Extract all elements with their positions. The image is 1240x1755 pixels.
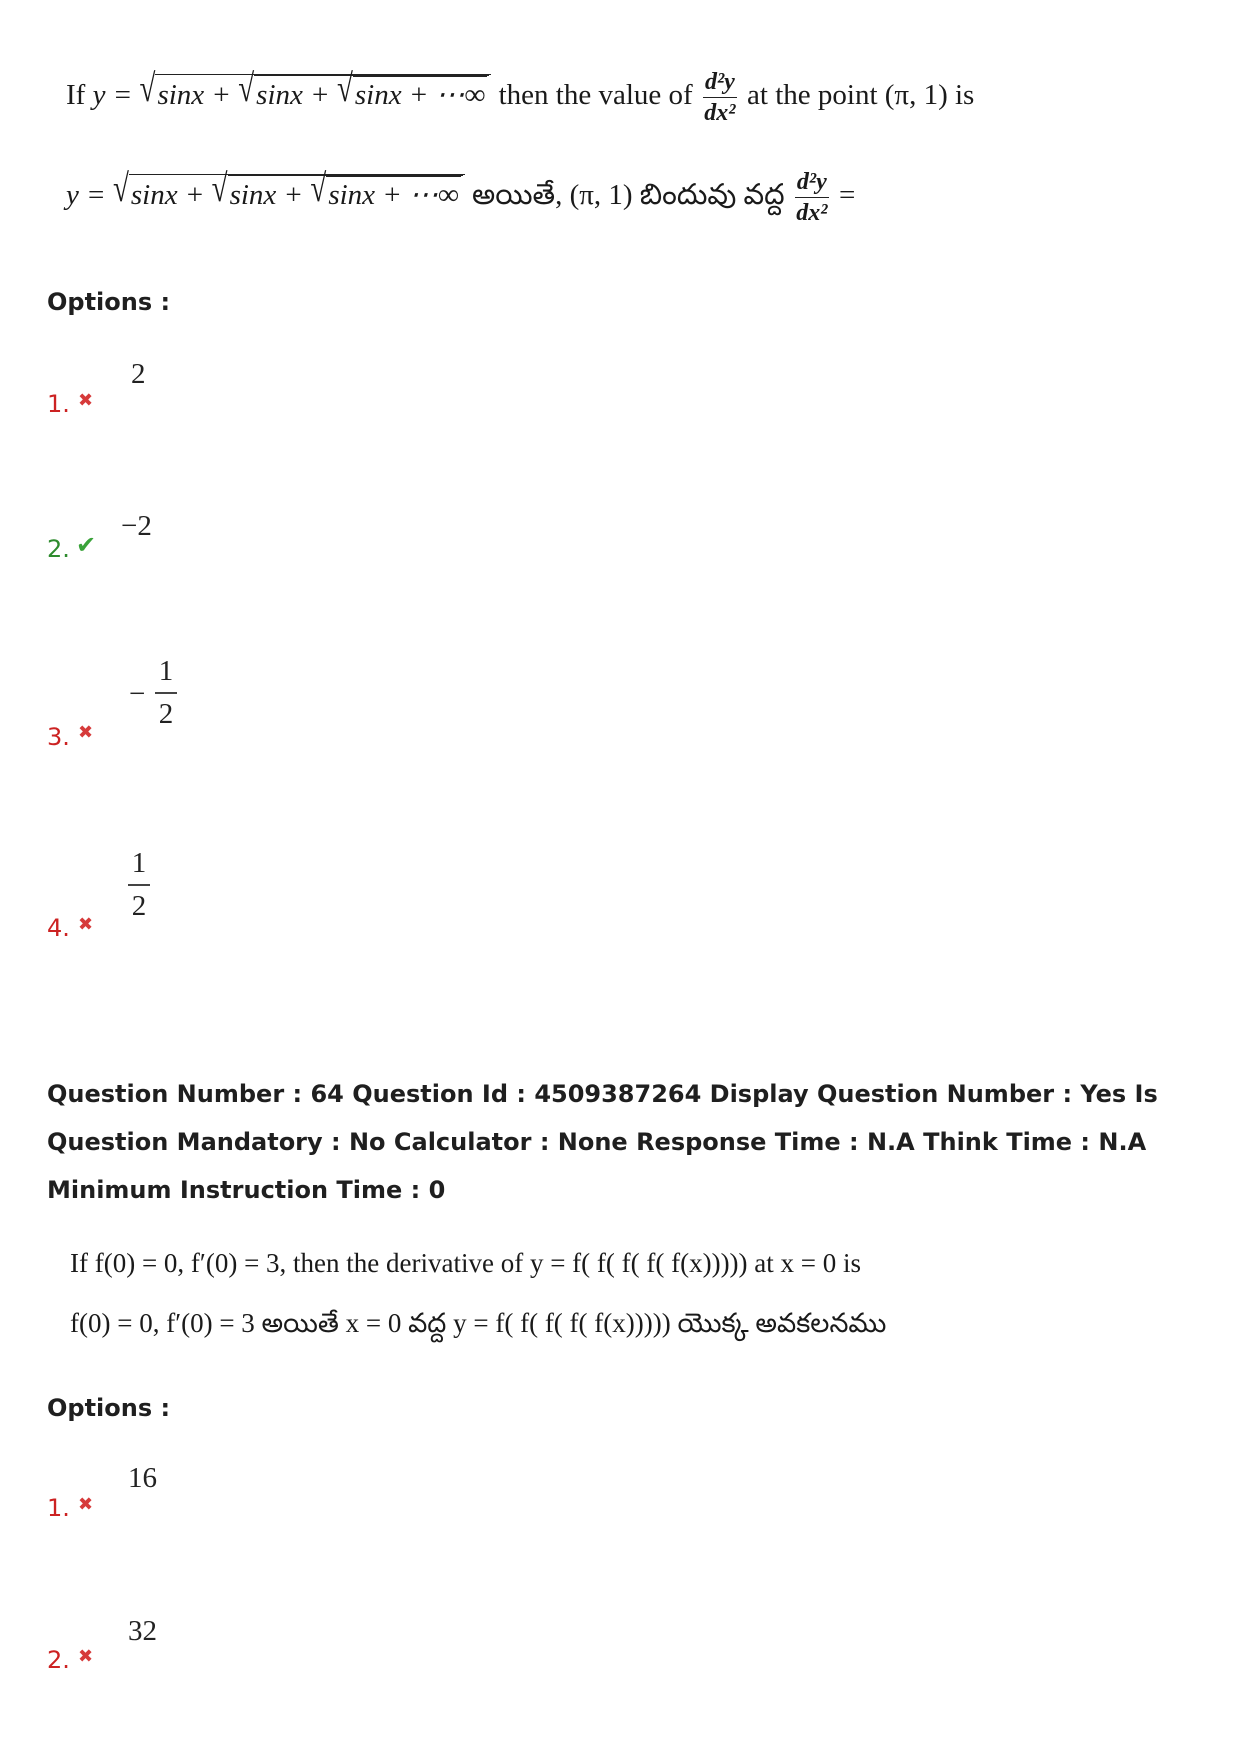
option-number: 4.: [47, 914, 70, 942]
y-equals: y =: [92, 79, 133, 112]
option-fraction: 1 2: [155, 655, 177, 731]
option-sign: −: [129, 678, 146, 710]
cross-icon: ✖: [78, 1646, 94, 1667]
second-derivative-fraction: $\frac{\text{d²y}}{\text{dx²}}$: [796, 169, 828, 226]
question-64-telugu: f(0) = 0, f′(0) = 3 అయితే x = 0 వద్ద y = f( f( f( f( f(x))))) యొక్క అవకలనము: [70, 1308, 887, 1338]
option-value: −2: [121, 510, 152, 542]
check-icon: ✔: [76, 531, 97, 559]
at-the-point: at the point (π, 1) is: [747, 79, 975, 112]
cross-icon: ✖: [78, 914, 94, 935]
cross-icon: ✖: [78, 722, 94, 743]
equals-sign: =: [839, 179, 856, 212]
option-number: 2.: [47, 1646, 70, 1674]
if-word: If: [66, 79, 86, 112]
option-value: 32: [128, 1615, 157, 1647]
option-value: 2: [131, 358, 146, 390]
option-number: 3.: [47, 723, 70, 751]
question-64-english: If f(0) = 0, f′(0) = 3, then the derivative of y = f( f( f( f( f(x))))) at x = 0 is: [70, 1248, 862, 1278]
nested-radical: √sinx + √sinx + √sinx + ⋯∞: [113, 174, 465, 212]
options-label: Options :: [47, 288, 171, 316]
option-value: 16: [128, 1462, 157, 1494]
question-64-meta: Question Number : 64 Question Id : 4509387264 Display Question Number : Yes Is Question Mandatory : No Calculator : None Response Time : N.A Think Time : N.A Minimum Instruction Time : 0: [47, 1080, 1158, 1204]
question-63-english: [66, 67, 975, 126]
y-equals: y =: [66, 179, 106, 212]
option-number: 2.: [47, 535, 70, 563]
option-fraction: 1 2: [128, 847, 150, 923]
second-derivative-fraction: $\frac{\text{d²y}}{\text{dx²}}$: [704, 69, 736, 126]
option-number: 1.: [47, 390, 70, 418]
cross-icon: ✖: [78, 1494, 94, 1515]
options-label: Options :: [47, 1394, 171, 1422]
question-63-telugu: [66, 167, 856, 226]
then-value-of: then the value of: [498, 79, 693, 112]
cross-icon: ✖: [78, 390, 94, 411]
option-number: 1.: [47, 1494, 70, 1522]
nested-radical: √sinx + √sinx + √sinx + ⋯∞: [140, 74, 492, 112]
telugu-text: అయితే, (π, 1) బిందువు వద్ద: [472, 179, 785, 212]
